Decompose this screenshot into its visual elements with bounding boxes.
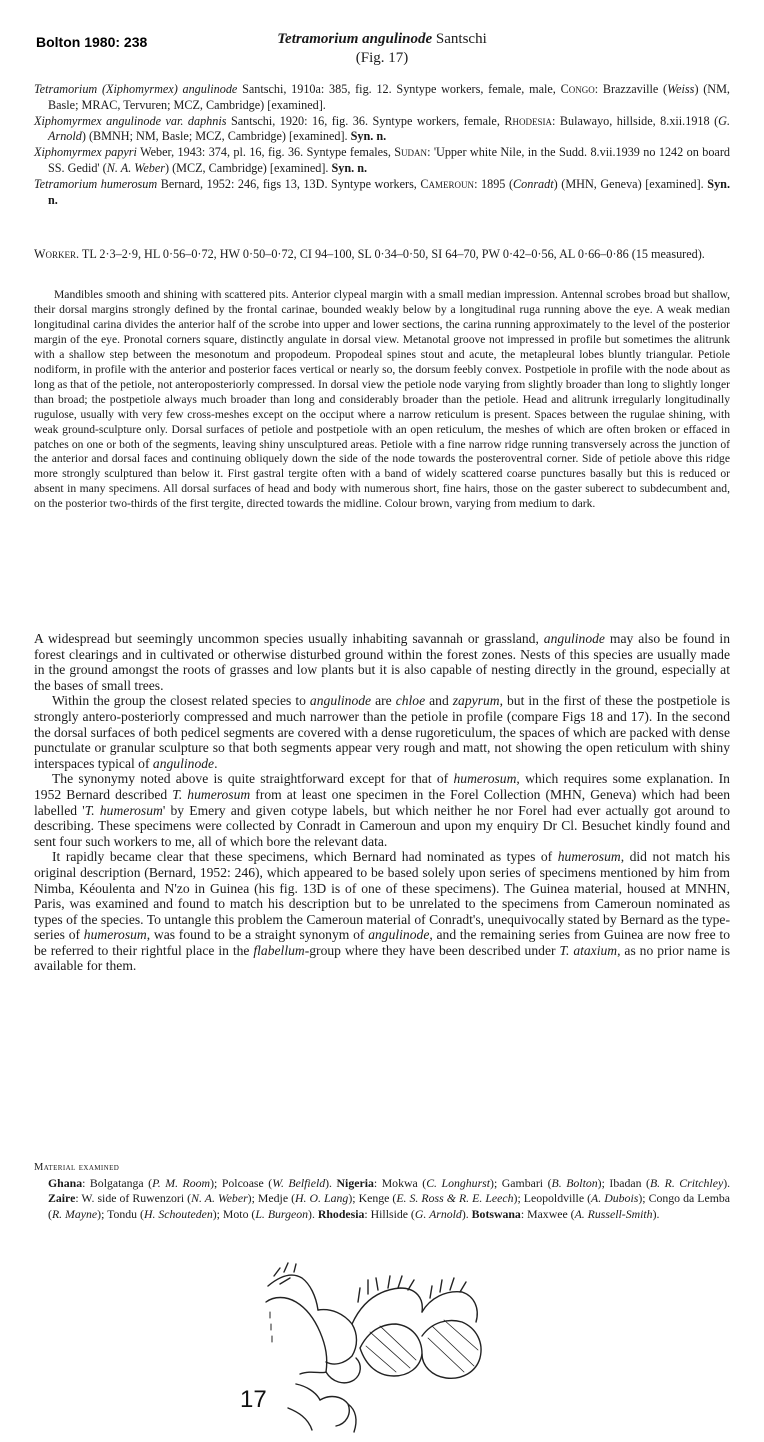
material-locality: Moto ( — [222, 1206, 256, 1221]
material-examined — [34, 1160, 730, 1222]
collector-name: N. A. Weber — [106, 160, 165, 175]
italic-taxon: T. ataxium — [559, 942, 618, 958]
material-locality: Hillside ( — [370, 1206, 415, 1221]
material-country: Botswana — [471, 1206, 521, 1221]
text-run: : — [82, 1175, 90, 1190]
text-run: , and the remaining series from Guinea are now free to be referred to their rightful place in the — [34, 927, 730, 958]
text-run: The synonymy noted above is quite straightforward except for that of — [52, 771, 454, 787]
material-collector: R. Mayne — [51, 1206, 98, 1221]
synonym-note: Syn. n. — [331, 160, 368, 175]
italic-taxon: zapyrum — [452, 693, 500, 709]
text-run: : — [75, 1191, 82, 1206]
text-run: ). — [723, 1175, 731, 1190]
material-locality: Gambari ( — [501, 1175, 552, 1190]
material-collector: A. Russell-Smith — [574, 1206, 653, 1221]
text-run: ). — [308, 1206, 318, 1221]
type-country: Congo — [560, 82, 595, 96]
species-title-block — [30, 30, 734, 68]
italic-taxon: T. humerosum — [172, 786, 251, 802]
text-run: A widespread but seemingly uncommon species usually inhabiting savannah or grassland, — [34, 631, 544, 646]
text-run: ' by Emery and given cotype labels, but which neither he nor Forel had ever actually got around to describing. These specimens were collected by Conradt in Cameroun and upon my enquiry Dr Cl. Besuchet kindly found and sent four such workers to me, all of which bore the relevant data. — [34, 802, 730, 849]
synonymy-list — [34, 82, 730, 208]
worker-description: Mandibles smooth and shining with scattered pits. Anterior clypeal margin with a small median impression. Antennal scrobes broad but shallow, their dorsal margins strongly defined by the frontal carinae, bounded weakly below by a longitudinal ruga running above the eye. A weak median longitudinal carina divides the anterior half of the scrobe into upper and lower sections, the carina running approximately to the level of the posterior margin of the eye. Pronotal corners square, distinctly angulate in dorsal view. Metanotal groove not impressed in profile but sometimes the alitrunk with a shallow step between the mesonotum and propodeum. Propodeal spines stout and acute, the metapleural lobes bluntly triangular. Petiole nodiform, in profile with the anterior and posterior faces vertical or nearly so, the dorsum feebly convex. Postpetiole in profile with the node about as long as that of the petiole, not anteroposteriorly compressed. In dorsal view the petiole node varying from slightly broader than long to slightly longer than broad; the postpetiole always much broader than long and considerably broader than the petiole. Head and alitrunk irregularly longitudinally rugulose, usually with very few cross-meshes except on the occiput where a narrow reticulum is present. Spaces between the rugulae shining, with weak ground-sculpture only. Dorsal surfaces of petiole and postpetiole with an open reticulum, the meshes of which are often broken or effaced in patches on one or both of the segments, leaving shiny unsculptured areas. Petiole with a fine narrow ridge running transversely across the junction of the anterior and dorsal faces and continuing obliquely down the side of the node towards the posteroventral corner. Side of petiole above this ridge more strongly sculptured than below it. First gastral tergite often with a band of widely scattered coarse punctures basally but this is reduced or absent in many specimens. All dorsal surfaces of head and body with numerous short, fine hairs, those on the gaster suberect to subdecumbent and, on the posterior two-thirds of the first tergite, directed towards the midline. Colour brown, varying from medium to dark. — [34, 288, 730, 511]
italic-taxon: humerosum — [453, 771, 517, 787]
text-run: : — [520, 1206, 528, 1221]
text-run: : — [364, 1206, 371, 1221]
type-country: Cameroun — [420, 176, 475, 191]
synonym-note: Syn. n. — [350, 129, 387, 144]
paragraph-related-species — [34, 693, 730, 771]
italic-taxon: angulinode — [543, 631, 605, 646]
species-title: Tetramorium angulinode — [277, 31, 433, 47]
text-run: ); — [638, 1191, 649, 1206]
locality-text: : Bulawayo, hillside, 8.xii.1918 ( — [551, 113, 719, 128]
text-run: . — [214, 755, 218, 771]
text-run: It rapidly became clear that these specimens, which Bernard had nominated as types of — [52, 849, 558, 865]
material-locality: Ibadan ( — [609, 1175, 650, 1190]
taxon-name: Tetramorium (Xiphomyrmex) angulinode — [34, 82, 238, 96]
text-run: ); — [513, 1191, 524, 1206]
figure-number: 17 — [240, 1386, 267, 1413]
material-locality: Congo da Lemba ( — [48, 1191, 731, 1221]
italic-taxon: humerosum — [83, 927, 147, 943]
synonymy-entry — [34, 177, 730, 209]
synonymy-entry — [34, 82, 730, 114]
paragraph-distribution — [34, 631, 730, 693]
collector-name: G. Arnold — [48, 113, 730, 144]
paragraph-humerosum — [34, 849, 730, 974]
synonymy-entry — [34, 145, 730, 177]
material-locality: Bolgatanga ( — [89, 1175, 153, 1190]
citation-text: Santschi, 1910a: 385, fig. 12. Syntype workers, female, male, — [237, 82, 561, 96]
text-run: , but in the first of these the postpetiole is strongly antero-posteriorly compressed and much narrower than the petiole in profile (compare Figs 18 and 17). In the second the dorsal surfaces of both pedicel segments are covered with a dense rugoreticulum, the spaces of which are packed with dense punctulate or granular sculpture so that both segments appear very rough and matt, not showing the open reticulum with shiny interspaces typical of — [34, 693, 730, 771]
material-locality: Maxwee ( — [527, 1206, 575, 1221]
taxon-name: Tetramorium humerosum — [34, 176, 158, 191]
citation-text: Santschi, 1920: 16, fig. 36. Syntype workers, female, — [226, 113, 505, 128]
text-run: , did not match his original description (Bernard, 1952: 246), which appeared to be based solely upon series of specimens mentioned by him from Nimba, Kéoulenta and N'zo in Guinea (his fig. 13D is of one of these specimens). The Guinea material, housed at MNHN, Paris, was examined and found to match his description but to be unrelated to the specimens from Cameroun nominated as types of the species. To untangle this problem the Cameroun material of Conradt's, unequivocally stated by Bernard as the type-series of — [34, 849, 730, 943]
material-collector: H. Schouteden — [143, 1206, 213, 1221]
material-collector: W. Belfield — [272, 1175, 326, 1190]
material-country: Ghana — [48, 1175, 83, 1190]
ant-petiole-illustration — [240, 1262, 540, 1442]
text-run: : — [373, 1175, 382, 1190]
depository-text: ) (MCZ, Cambridge) [examined]. — [164, 160, 332, 175]
material-collector: C. Longhurst — [426, 1175, 491, 1190]
material-locality: Kenge ( — [358, 1191, 397, 1206]
italic-taxon: angulinode — [152, 755, 215, 771]
italic-taxon: angulinode — [368, 927, 430, 943]
text-run: ); — [97, 1206, 108, 1221]
material-country: Rhodesia — [317, 1206, 365, 1221]
italic-taxon: angulinode — [309, 693, 372, 709]
taxon-name: Xiphomyrmex papyri — [34, 145, 137, 160]
text-run: ); — [210, 1175, 222, 1190]
material-locality: Polcoase ( — [221, 1175, 273, 1190]
depository-text: ) (BMNH; NM, Basle; MCZ, Cambridge) [examined]. — [81, 129, 351, 144]
material-collector: N. A. Weber — [191, 1191, 248, 1206]
page-header — [30, 30, 734, 70]
source-reference: Bolton 1980: 238 — [36, 34, 148, 50]
figure-17 — [240, 1262, 540, 1442]
discussion-text — [34, 631, 730, 974]
type-country: Rhodesia — [504, 113, 552, 128]
text-run: , was found to be a straight synonym of — [146, 927, 369, 943]
type-country: Sudan — [394, 145, 428, 160]
material-collector: E. S. Ross & R. E. Leech — [396, 1191, 514, 1206]
text-run: and — [425, 693, 453, 709]
material-collector: G. Arnold — [414, 1206, 462, 1221]
text-run: -group where they have been described under — [304, 942, 560, 958]
measure-label: Worker — [34, 247, 77, 261]
text-run: ); — [247, 1191, 258, 1206]
italic-taxon: flabellum — [253, 942, 305, 958]
italic-taxon: T. humerosum — [84, 802, 163, 818]
text-run: , which requires some explanation. In 1952 Bernard described — [34, 771, 730, 802]
collector-name: Conradt — [513, 176, 554, 191]
text-run: are — [371, 693, 396, 709]
figure-reference: (Fig. 17) — [355, 50, 409, 66]
material-locality: Mokwa ( — [381, 1175, 427, 1190]
text-run: , as no prior name is available for them. — [34, 942, 730, 974]
text-run: ); — [212, 1206, 223, 1221]
material-collector: P. M. Room — [152, 1175, 211, 1190]
material-country: Zaire — [48, 1191, 76, 1206]
material-country: Nigeria — [336, 1175, 374, 1190]
material-collector: H. O. Lang — [295, 1191, 349, 1206]
citation-text: Weber, 1943: 374, pl. 16, fig. 36. Syntype females, — [136, 145, 395, 160]
material-collector: L. Burgeon — [255, 1206, 309, 1221]
italic-taxon: chloe — [395, 693, 426, 709]
synonymy-entry — [34, 114, 730, 146]
text-run: ). — [325, 1175, 337, 1190]
text-run: ). — [652, 1206, 660, 1221]
italic-taxon: humerosum — [557, 849, 621, 865]
species-authority: Santschi — [435, 31, 487, 47]
depository-text: ) (MHN, Geneva) [examined]. — [553, 176, 708, 191]
material-collector: B. Bolton — [551, 1175, 598, 1190]
text-run: from at least one specimen in the Forel Collection (MHN, Geneva) which had been labelled ' — [34, 786, 730, 818]
material-heading: Material examined — [34, 1162, 120, 1173]
depository-text: ) (NM, Basle; MRAC, Tervuren; MCZ, Cambridge) [examined]. — [48, 82, 730, 112]
synonym-note: Syn. n. — [48, 176, 730, 207]
taxon-name: Xiphomyrmex angulinode var. daphnis — [34, 113, 227, 128]
locality-text: : Brazzaville ( — [594, 82, 668, 96]
locality-text: : 'Upper white Nile, in the Sudd. 8.vii.1939 no 1242 on board SS. Gedid' ( — [48, 145, 730, 175]
worker-measurements — [34, 247, 730, 263]
text-run: Within the group the closest related species to — [52, 693, 310, 709]
material-locality: Leopoldville ( — [523, 1191, 592, 1206]
text-run: may also be found in forest clearings and in cultivated or otherwise disturbed ground within the forest zones. Nests of this species are usually made in the ground amongst the roots of grasses and low plants but it is also capable of nesting directly in the ground, especially at the bases of small trees. — [34, 631, 730, 693]
text-run: ); — [348, 1191, 359, 1206]
material-collector: A. Dubois — [591, 1191, 639, 1206]
text-run: ). — [461, 1206, 472, 1221]
collector-name: Weiss — [667, 82, 695, 96]
material-locality: Tondu ( — [107, 1206, 144, 1221]
material-collector: B. R. Critchley — [649, 1175, 724, 1190]
material-locality: W. side of Ruwenzori ( — [81, 1191, 192, 1206]
paragraph-synonymy — [34, 771, 730, 849]
material-list — [34, 1176, 730, 1223]
text-run: ); — [490, 1175, 502, 1190]
material-locality: Medje ( — [257, 1191, 296, 1206]
locality-text: : 1895 ( — [474, 176, 513, 191]
measure-values: . TL 2·3–2·9, HL 0·56–0·72, HW 0·50–0·72, CI 94–100, SL 0·34–0·50, SI 64–70, PW 0·42–0·56, AL 0·66–0·86 (15 measured). — [76, 247, 705, 261]
citation-text: Bernard, 1952: 246, figs 13, 13D. Syntype workers, — [157, 176, 421, 191]
text-run: ); — [597, 1175, 610, 1190]
